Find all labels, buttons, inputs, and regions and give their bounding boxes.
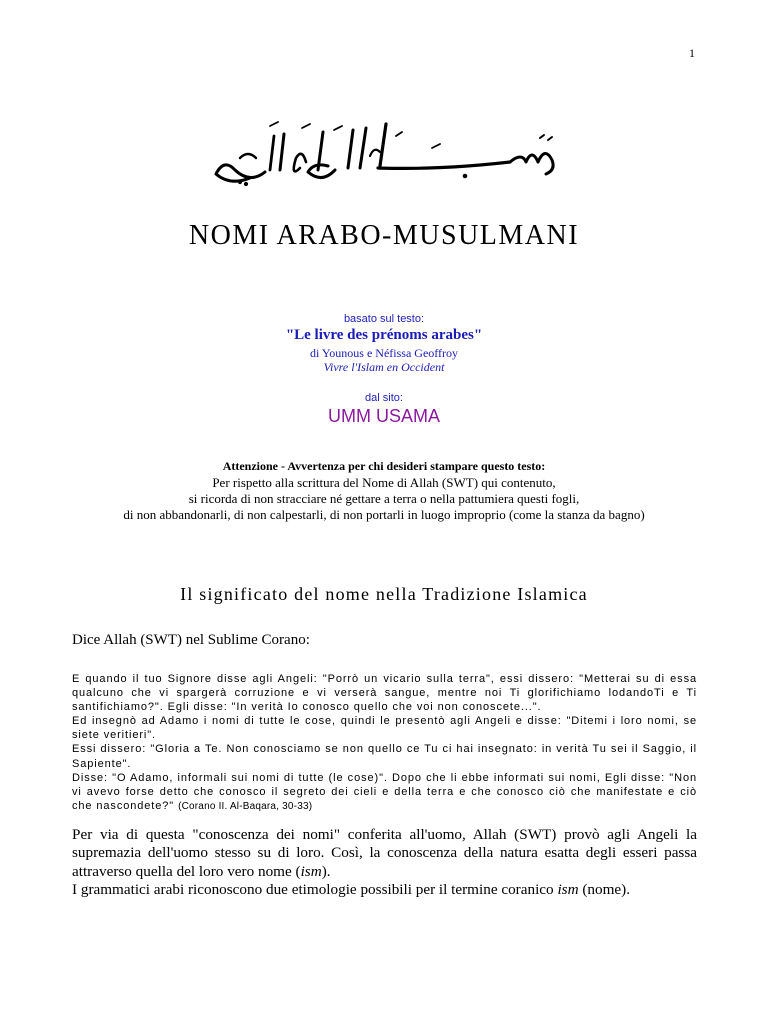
warning-title: Attenzione - Avvertenza per chi desideri stampare questo testo: [222,459,546,473]
page-number: 1 [689,46,695,60]
quote-citation: (Corano II. Al-Baqara, 30-33) [178,800,313,812]
site-name: UMM USAMA [328,406,440,426]
body-paragraph [72,881,697,899]
quote-paragraph-text: Disse: "O Adamo, informali sui nomi di tutte (le cose)". Dopo che li ebbe informati sui nomi, Egli disse: "Non vi avevo forse detto che conosco il segreto dei cieli e della terra e che conosco ciò che manifestate e ciò che nascondete?" [72,771,697,812]
quran-quote [72,672,697,814]
term-ism: ism [300,862,322,880]
document-title: NOMI ARABO-MUSULMANI [188,220,580,251]
section-heading: Il significato del nome nella Tradizione Islamica [180,584,588,604]
quote-paragraph: Essi dissero: "Gloria a Te. Non conosciamo se non quello ce Tu ci hai insegnato: in verità Tu sei il Saggio, il Sapiente". [72,743,697,770]
quote-paragraph: E quando il tuo Signore disse agli Angeli: "Porrò un vicario sulla terra", essi dissero: "Metterai su di essa qualcuno che vi spargerà corruzione e vi verserà sangue, mentre noi Ti glorifichiamo lodandoTi e Ti santifichiamo?". Egli disse: "In verità Io conosco quello che voi non conoscete...". [72,673,697,714]
book-title: "Le livre des prénoms arabes" [285,327,483,343]
warning-line: si ricorda di non stracciare né gettare a terra o nella pattumiera questi fogli, [188,491,580,506]
quote-paragraph [72,771,697,814]
term-ism: ism [557,881,579,899]
basmala-calligraphy [210,118,560,188]
body-text-span: ). [321,862,331,880]
body-paragraph [72,826,697,881]
quote-paragraph: Ed insegnò ad Adamo i nomi di tutte le cose, quindi le presentò agli Angeli e disse: "Ditemi i loro nomi, se siete veritieri". [72,715,697,742]
body-text-span: Per via di questa "conoscenza dei nomi" conferita all'uomo, Allah (SWT) provò agli Angeli la supremazia dell'uomo stesso su di loro. Così, la conoscenza della natura esatta degli esseri passa attraverso quella del loro vero nome ( [72,826,697,880]
body-text-span: (nome). [578,881,630,899]
body-text [72,826,697,900]
warning-line: Per rispetto alla scrittura del Nome di Allah (SWT) qui contenuto, [212,475,556,490]
site-label: dal sito: [365,392,403,404]
book-publisher: Vivre l'Islam en Occident [323,360,445,374]
warning-line: di non abbandonarli, di non calpestarli, di non portarli in luogo improprio (come la stanza da bagno) [123,507,645,522]
body-text-span: I grammatici arabi riconoscono due etimologie possibili per il termine coranico [72,881,558,899]
quote-intro: Dice Allah (SWT) nel Sublime Corano: [72,632,310,648]
book-authors: di Younous e Néfissa Geoffroy [309,346,459,360]
based-on-label: basato sul testo: [343,313,425,325]
